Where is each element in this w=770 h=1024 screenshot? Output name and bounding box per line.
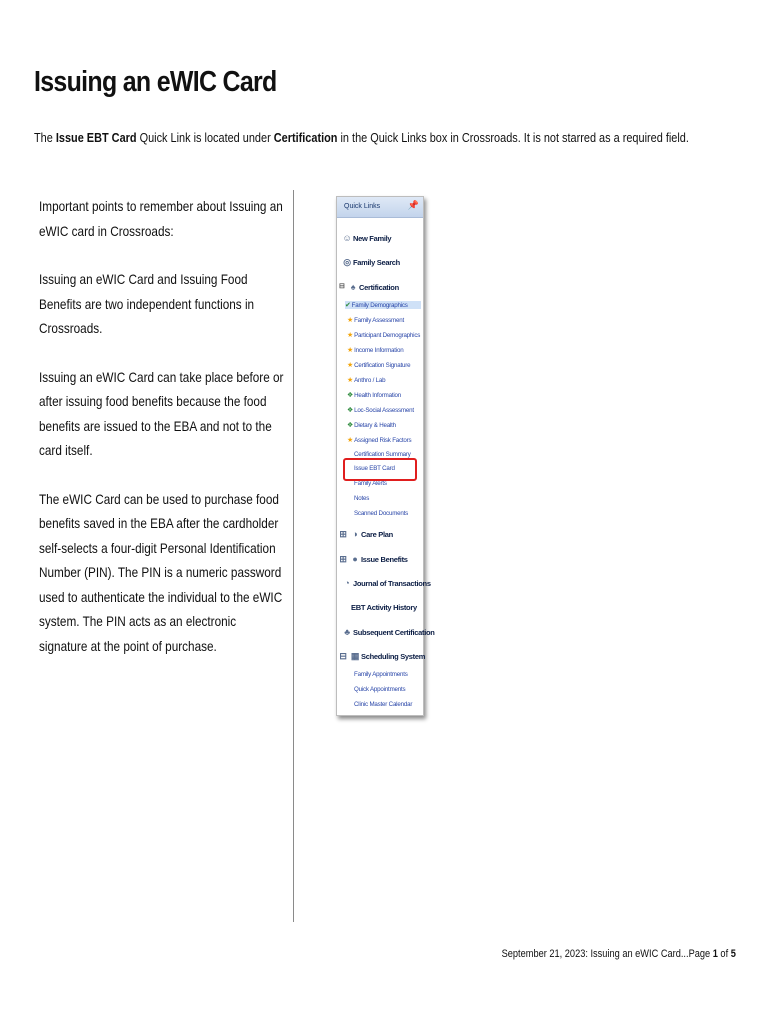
intro-text-3: in the Quick Links box in Crossroads. It is not starred as a required field. — [337, 130, 689, 145]
cert-item-loc-social-assessment[interactable]: ❖Loc-Social Assessment — [347, 407, 414, 414]
sched-item-quick-appointments[interactable]: Quick Appointments — [354, 686, 406, 693]
cert-item-issue-ebt-card[interactable]: Issue EBT Card — [354, 465, 395, 472]
intro-bold-certification: Certification — [273, 130, 338, 145]
journal-icon: ◔ — [344, 578, 350, 588]
quick-link-journal[interactable] — [341, 578, 431, 588]
intro-text-1: The — [34, 130, 56, 145]
care-plan-icon: ◑ — [352, 529, 358, 539]
collapse-icon[interactable]: ⊟ — [339, 283, 345, 290]
star-icon: ★ — [347, 317, 354, 324]
gear-icon: ❖ — [347, 422, 354, 429]
cert-item-assigned-risk-factors[interactable]: ★Assigned Risk Factors — [347, 437, 412, 444]
expand-icon[interactable]: ⊞ — [339, 529, 347, 539]
quick-link-label: Journal of Transactions — [353, 579, 431, 588]
cert-item-family-assessment[interactable]: ★Family Assessment — [347, 317, 404, 324]
star-icon: ★ — [347, 332, 354, 339]
sched-item-clinic-master-calendar[interactable]: Clinic Master Calendar — [354, 701, 413, 708]
quick-link-label: EBT Activity History — [351, 603, 417, 612]
person-icon: ☺ — [342, 233, 352, 243]
quick-link-label: New Family — [353, 234, 392, 243]
point-paragraph: Issuing an eWIC Card and Issuing Food Benefits are two independent functions in Crossroads. — [39, 271, 255, 336]
cert-item-certification-signature[interactable]: ★Certification Signature — [347, 362, 411, 369]
footer-page-total: 5 — [730, 948, 736, 960]
point-paragraph: The eWIC Card can be used to purchase food benefits saved in the EBA after the cardholder self-selects a four-digit Personal Identification Number (PIN). The PIN is a numeric password used to authenticate the individual to the eWIC system. The PIN acts as an electronic signature at the point of purchase. — [39, 490, 283, 654]
intro-text-2: Quick Link is located under — [136, 130, 274, 145]
quick-link-scheduling-system[interactable] — [337, 651, 425, 662]
calendar-icon: ▦ — [350, 651, 360, 661]
footer-page-number: 1 — [712, 948, 719, 960]
important-points — [39, 194, 287, 682]
point-paragraph: Important points to remember about Issuing an eWIC card in Crossroads: — [39, 198, 283, 239]
quick-link-issue-benefits[interactable] — [337, 554, 408, 565]
star-icon: ★ — [347, 437, 354, 444]
search-icon: ◎ — [343, 257, 351, 267]
cert-item-income-information[interactable]: ★Income Information — [347, 347, 404, 354]
cert-item-certification-summary[interactable]: Certification Summary — [354, 451, 411, 458]
expand-icon[interactable]: ⊞ — [339, 554, 347, 564]
cert-item-scanned-documents[interactable]: Scanned Documents — [354, 510, 409, 517]
star-icon: ★ — [347, 362, 354, 369]
gear-icon: ❖ — [347, 392, 354, 399]
quick-links-panel — [336, 196, 435, 716]
quick-link-subsequent-certification[interactable] — [341, 627, 435, 637]
column-divider — [293, 190, 294, 922]
page-footer — [502, 948, 736, 960]
quick-link-label: Subsequent Certification — [353, 628, 435, 637]
point-paragraph: Issuing an eWIC Card can take place before or after issuing food benefits because the food benefits are issued to the EBA and not to the card itself. — [39, 368, 284, 458]
quick-link-care-plan[interactable] — [337, 529, 393, 540]
quick-link-label: Issue Benefits — [361, 555, 408, 564]
quick-link-certification[interactable] — [341, 282, 399, 292]
quick-link-label: Scheduling System — [361, 652, 426, 661]
quick-links-title: Quick Links — [344, 203, 381, 210]
collapse-icon[interactable]: ⊟ — [339, 651, 347, 661]
intro-paragraph — [34, 130, 689, 145]
quick-link-label: Care Plan — [361, 530, 393, 539]
pin-icon[interactable]: 📌 — [407, 200, 419, 210]
certificate-icon: ♠ — [350, 282, 356, 292]
cert-item-notes[interactable]: Notes — [354, 495, 370, 502]
star-icon: ★ — [347, 377, 354, 384]
benefits-icon: ● — [352, 554, 358, 564]
intro-bold-issue-ebt-card: Issue EBT Card — [55, 130, 137, 145]
quick-link-new-family[interactable] — [341, 233, 391, 243]
gear-icon: ❖ — [347, 407, 354, 414]
cert-item-family-alerts[interactable]: Family Alerts — [354, 480, 387, 487]
star-icon: ★ — [347, 347, 354, 354]
quick-link-family-search[interactable] — [341, 257, 400, 268]
cert-item-anthro-lab[interactable]: ★Anthro / Lab — [347, 377, 386, 384]
cert-item-participant-demographics[interactable]: ★Participant Demographics — [347, 332, 421, 339]
check-icon: ✔ — [345, 302, 351, 309]
footer-of: of — [718, 948, 731, 960]
issue-ebt-card-highlight-box — [343, 458, 417, 481]
cert-item-dietary-health[interactable]: ❖Dietary & Health — [347, 422, 396, 429]
quick-links-header — [337, 197, 423, 218]
certificate-icon: ♣ — [344, 627, 350, 637]
page-title: Issuing an eWIC Card — [34, 66, 277, 98]
quick-link-ebt-activity-history[interactable] — [351, 603, 417, 612]
cert-item-health-information[interactable]: ❖Health Information — [347, 392, 402, 399]
quick-link-label: Family Search — [353, 258, 400, 267]
sched-item-family-appointments[interactable]: Family Appointments — [354, 671, 408, 678]
footer-text: September 21, 2023: Issuing an eWIC Card...Page — [501, 948, 713, 960]
quick-link-label: Certification — [359, 283, 399, 292]
cert-item-family-demographics[interactable]: ✔Family Demographics — [345, 301, 421, 309]
